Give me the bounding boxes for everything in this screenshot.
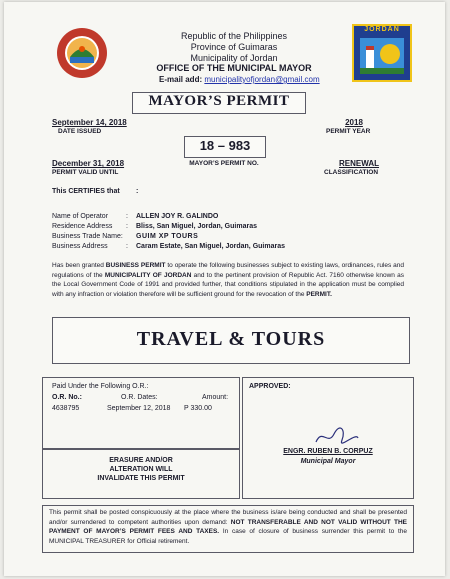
field-trade-name-label: Business Trade Name:	[52, 233, 123, 240]
permit-year-label: PERMIT YEAR	[326, 128, 371, 135]
approved-label: APPROVED:	[249, 383, 291, 390]
signatory-name: ENGR. RUBEN B. CORPUZ	[283, 448, 373, 455]
field-business-address-sep: :	[126, 243, 128, 250]
footer-notice	[49, 508, 407, 546]
email-label: E-mail add:	[159, 75, 203, 84]
field-operator-sep: :	[126, 213, 128, 220]
jordan-logo-text: JORDAN	[364, 26, 400, 33]
date-issued-label: DATE ISSUED	[58, 128, 102, 135]
page-title: MAYOR’S PERMIT	[148, 93, 290, 109]
field-residence-sep: :	[126, 223, 128, 230]
valid-until-label: PERMIT VALID UNTIL	[52, 169, 119, 176]
erasure-line-2: ALTERATION WILL	[109, 466, 173, 473]
field-residence-label: Residence Address	[52, 223, 113, 230]
header-office: OFFICE OF THE MUNICIPAL MAYOR	[156, 63, 312, 73]
header-province: Province of Guimaras	[190, 42, 278, 52]
payment-col-amount: Amount:	[202, 394, 229, 401]
body-paragraph	[52, 261, 404, 299]
payment-or-no: 4638795	[52, 405, 80, 412]
field-business-address-value: Caram Estate, San Miguel, Jordan, Guimaras	[136, 243, 285, 250]
body-text-bold: BUSINESS PERMIT	[105, 262, 166, 269]
payment-heading: Paid Under the Following O.R.:	[52, 383, 149, 390]
municipal-seal-logo	[56, 27, 108, 79]
field-trade-name-value: GUIM XP TOURS	[136, 233, 199, 240]
business-line: TRAVEL & TOURS	[136, 328, 326, 350]
signatory-position: Municipal Mayor	[300, 458, 356, 465]
classification-label: CLASSIFICATION	[324, 169, 379, 176]
body-text: and to the pertinent provision of Republic Act. 7160 otherwise known as the Local Government Code of 1991 and provided further, that conditions stipulated in the application must be complied with any infraction or violation therefore will be sufficient ground for the revocation of the	[52, 271, 404, 298]
payment-amount: P 330.00	[184, 405, 212, 412]
footer-text: This permit shall be posted conspicuously at the place where the business is/are being conducted and shall be presented and/or surrendered to competent authorities upon demand:	[49, 509, 407, 526]
payment-or-date: September 12, 2018	[107, 405, 171, 412]
header-country: Republic of the Philippines	[180, 31, 288, 41]
field-residence-value: Bliss, San Miguel, Jordan, Guimaras	[136, 223, 257, 230]
field-operator-value: ALLEN JOY R. GALINDO	[136, 213, 219, 220]
permit-document	[4, 2, 445, 576]
body-text: to operate the following businesses subject to existing laws, ordinances, rules and regulations of the	[52, 262, 405, 279]
valid-until-value: December 31, 2018	[52, 159, 125, 168]
field-business-address-label: Business Address	[52, 243, 108, 250]
header-email-row	[159, 75, 359, 84]
footer-text: In case of closure of business surrender this permit to the MUNICIPAL TREASURER for Official retirement.	[49, 528, 407, 545]
payment-col-or-dates: O.R. Dates:	[121, 394, 158, 401]
certifies-text: This CERTIFIES that	[52, 188, 120, 195]
permit-number-label: MAYOR’S PERMIT NO.	[189, 160, 259, 167]
signature-mark	[312, 426, 362, 448]
date-issued-value: September 14, 2018	[52, 118, 127, 127]
permit-number: 18 – 983	[199, 138, 251, 153]
permit-year-value: 2018	[345, 118, 363, 127]
erasure-line-1: ERASURE AND/OR	[109, 457, 173, 464]
email-link[interactable]: municipalityofjordan@gmail.com	[204, 75, 320, 84]
payment-col-or-no: O.R. No.:	[52, 394, 82, 401]
body-text: Has been granted	[52, 262, 106, 269]
classification-value: RENEWAL	[339, 159, 379, 168]
erasure-line-3: INVALIDATE THIS PERMIT	[97, 475, 185, 482]
header-municipality: Municipality of Jordan	[190, 53, 278, 63]
body-text-bold: MUNICIPALITY OF JORDAN	[104, 271, 192, 279]
footer-text-bold: NOT TRANSFERABLE AND NOT VALID WITHOUT THE PAYMENT OF MAYOR’S PERMIT FEES AND TAXES.	[49, 518, 408, 535]
field-operator-label: Name of Operator	[52, 213, 109, 220]
certifies-colon: :	[136, 188, 139, 195]
body-text-bold: PERMIT.	[306, 290, 332, 298]
